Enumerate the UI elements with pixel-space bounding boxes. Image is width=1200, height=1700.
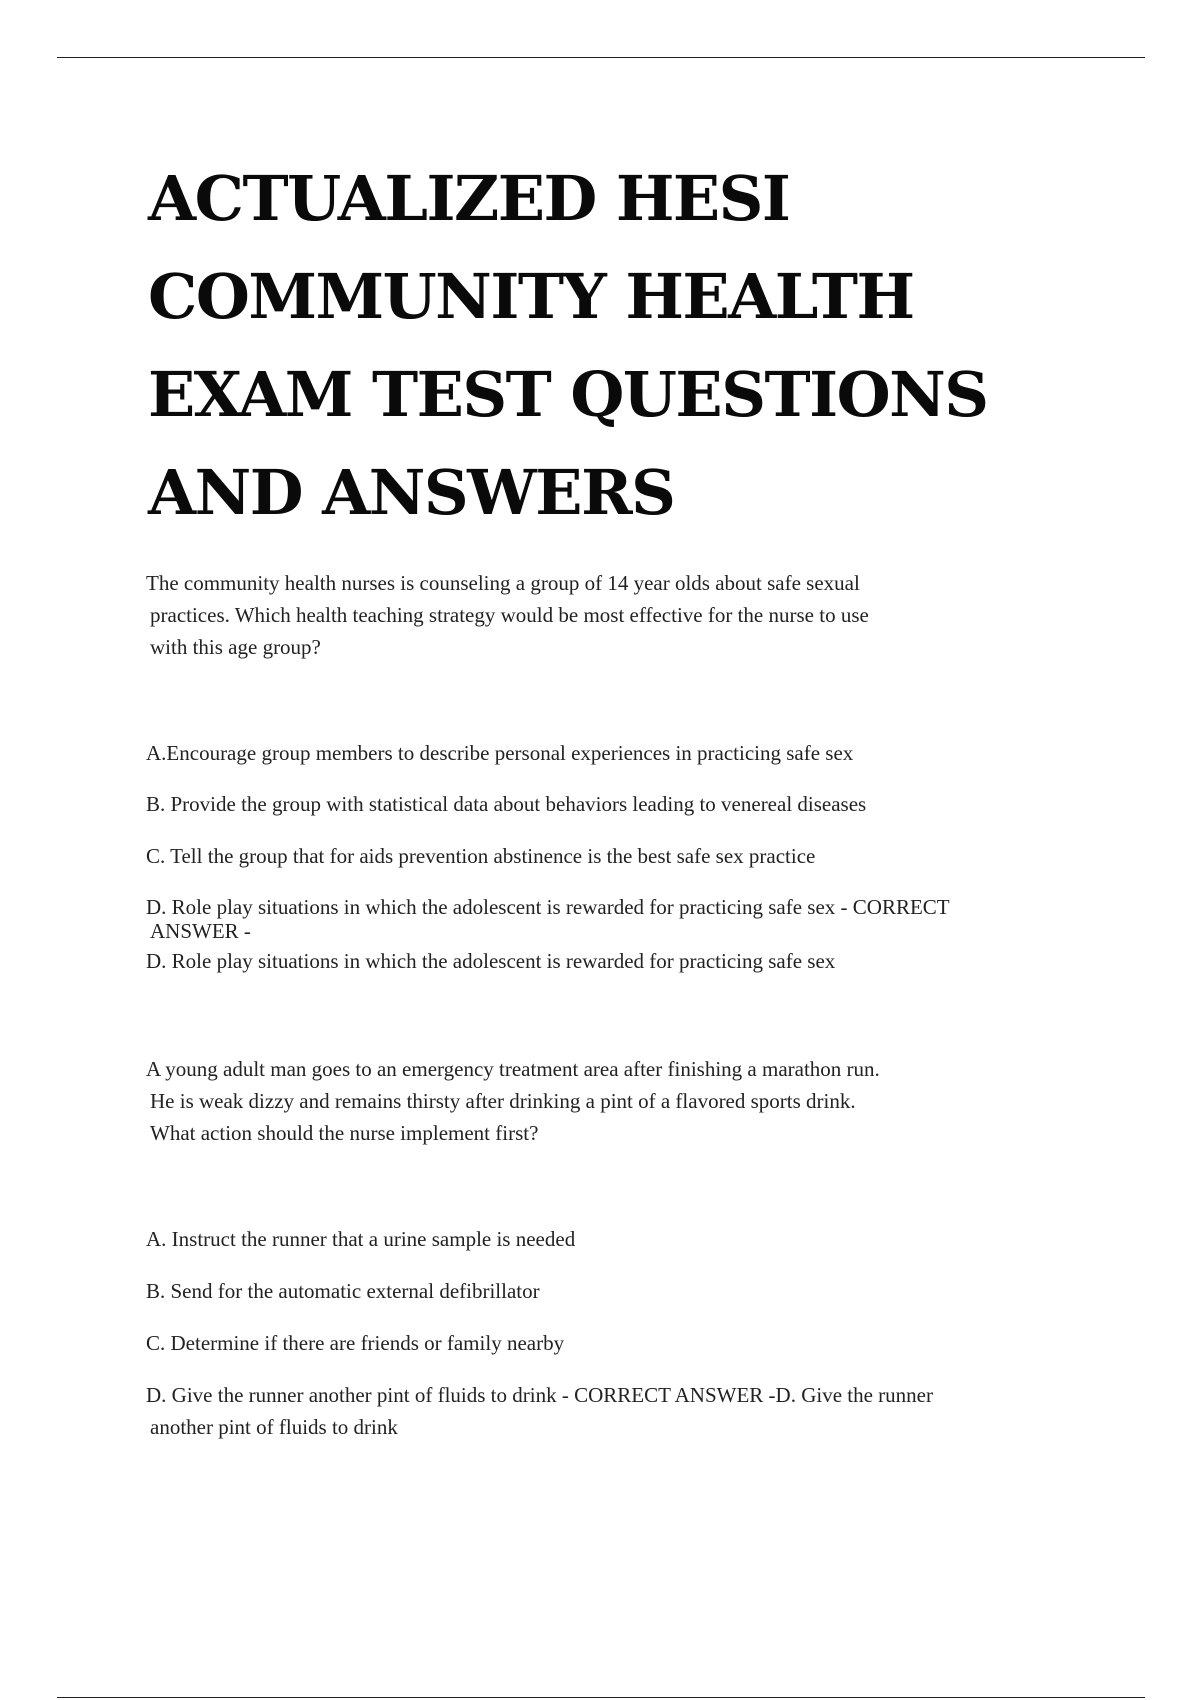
answer-line: D. Give the runner another pint of fluids to drink - CORRECT ANSWER -D. Give the runner [146, 1383, 933, 1407]
stem-line: The community health nurses is counseling a group of 14 year olds about safe sexual [146, 571, 860, 595]
question-1-stem [146, 567, 1136, 663]
stem-line: practices. Which health teaching strategy would be most effective for the nurse to use [150, 603, 869, 627]
question-1-option-b: B. Provide the group with statistical data about behaviors leading to venereal diseases [146, 792, 867, 816]
stem-line: A young adult man goes to an emergency treatment area after finishing a marathon run. [146, 1057, 880, 1081]
document-title [148, 150, 1108, 542]
title-line: AND ANSWERS [148, 456, 675, 529]
stem-line: with this age group? [150, 635, 321, 659]
title-line: EXAM TEST QUESTIONS [148, 358, 988, 431]
title-line: COMMUNITY HEALTH [148, 260, 914, 333]
question-2-option-a: A. Instruct the runner that a urine sample is needed [146, 1227, 576, 1251]
answer-line: D. Role play situations in which the adolescent is rewarded for practicing safe sex [146, 949, 836, 973]
answer-line: D. Role play situations in which the adolescent is rewarded for practicing safe sex - CORRECT [146, 895, 950, 919]
question-1-option-c: C. Tell the group that for aids prevention abstinence is the best safe sex practice [146, 844, 816, 868]
question-1-option-a: A.Encourage group members to describe personal experiences in practicing safe sex [146, 741, 854, 765]
question-2-stem [146, 1053, 1136, 1149]
title-line: ACTUALIZED HESI [148, 162, 790, 235]
top-divider [57, 57, 1145, 58]
question-1-answer [146, 895, 1136, 979]
answer-line: another pint of fluids to drink [150, 1415, 398, 1439]
answer-line: ANSWER - [150, 919, 251, 943]
bottom-divider [57, 1697, 1145, 1698]
question-2-option-c: C. Determine if there are friends or family nearby [146, 1331, 565, 1355]
stem-line: He is weak dizzy and remains thirsty after drinking a pint of a flavored sports drink. [150, 1089, 856, 1113]
question-2-answer [146, 1379, 1136, 1443]
stem-line: What action should the nurse implement first? [150, 1121, 539, 1145]
question-2-option-b: B. Send for the automatic external defibrillator [146, 1279, 540, 1303]
